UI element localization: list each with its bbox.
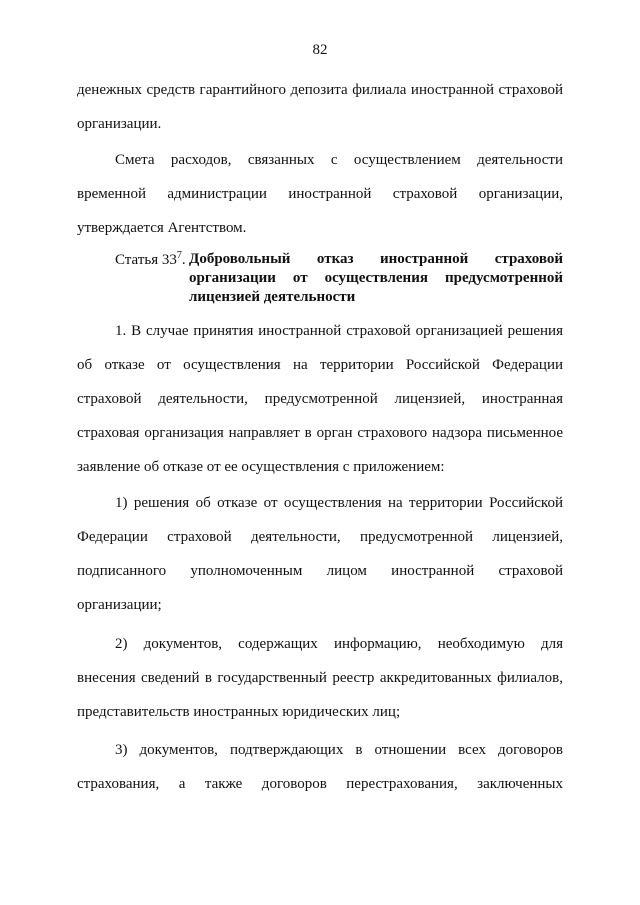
text-line: 1) решения об отказе от осуществления на территории Российской [115, 495, 563, 511]
article-label-text: Статья 33 [115, 252, 177, 268]
text-line: представительств иностранных юридических лиц; [77, 704, 401, 720]
text-line: 3) документов, подтверждающих в отношении всех договоров [115, 742, 563, 758]
paragraph-subitem-1 [77, 493, 563, 629]
text-line: организации; [77, 597, 162, 613]
page-number: 82 [312, 42, 328, 58]
text-line: страховая организация направляет в орган страхового надзора письменное [77, 425, 563, 441]
article-label-dot: . [181, 252, 186, 268]
article-label [115, 250, 186, 269]
text-line: об отказе от осуществления на территории Российской Федерации [77, 357, 563, 373]
text-line: организации. [77, 116, 162, 132]
paragraph-deposit-end [77, 80, 563, 148]
text-line: 2) документов, содержащих информацию, необходимую для [115, 636, 563, 652]
paragraph-item-1 [77, 321, 563, 491]
article-label-sup: 7 [176, 250, 182, 261]
paragraph-subitem-2 [77, 634, 563, 736]
article-title-line: Добровольный отказ иностранной страховой [189, 251, 563, 267]
paragraph-subitem-3 [77, 740, 563, 808]
text-line: Федерации страховой деятельности, предусмотренной лицензией, [77, 529, 563, 545]
text-line: утверждается Агентством. [77, 220, 247, 236]
text-line: страховой деятельности, предусмотренной лицензией, иностранная [77, 391, 563, 407]
text-line: страхования, а также договоров перестрахования, заключенных [77, 776, 563, 792]
text-line: внесения сведений в государственный реестр аккредитованных филиалов, [77, 670, 563, 686]
article-title-line: лицензией деятельности [189, 289, 356, 305]
text-line: заявление об отказе от ее осуществления с приложением: [77, 459, 445, 475]
text-line: 1. В случае принятия иностранной страховой организацией решения [115, 323, 563, 339]
text-line: временной администрации иностранной страховой организации, [77, 186, 563, 202]
article-title-line: организации от осуществления предусмотренной [189, 270, 563, 286]
paragraph-expense-estimate [77, 150, 563, 252]
text-line: подписанного уполномоченным лицом иностранной страховой [77, 563, 563, 579]
text-line: Смета расходов, связанных с осуществлением деятельности [115, 152, 563, 168]
text-line: денежных средств гарантийного депозита филиала иностранной страховой [77, 82, 563, 98]
article-title [189, 250, 563, 307]
